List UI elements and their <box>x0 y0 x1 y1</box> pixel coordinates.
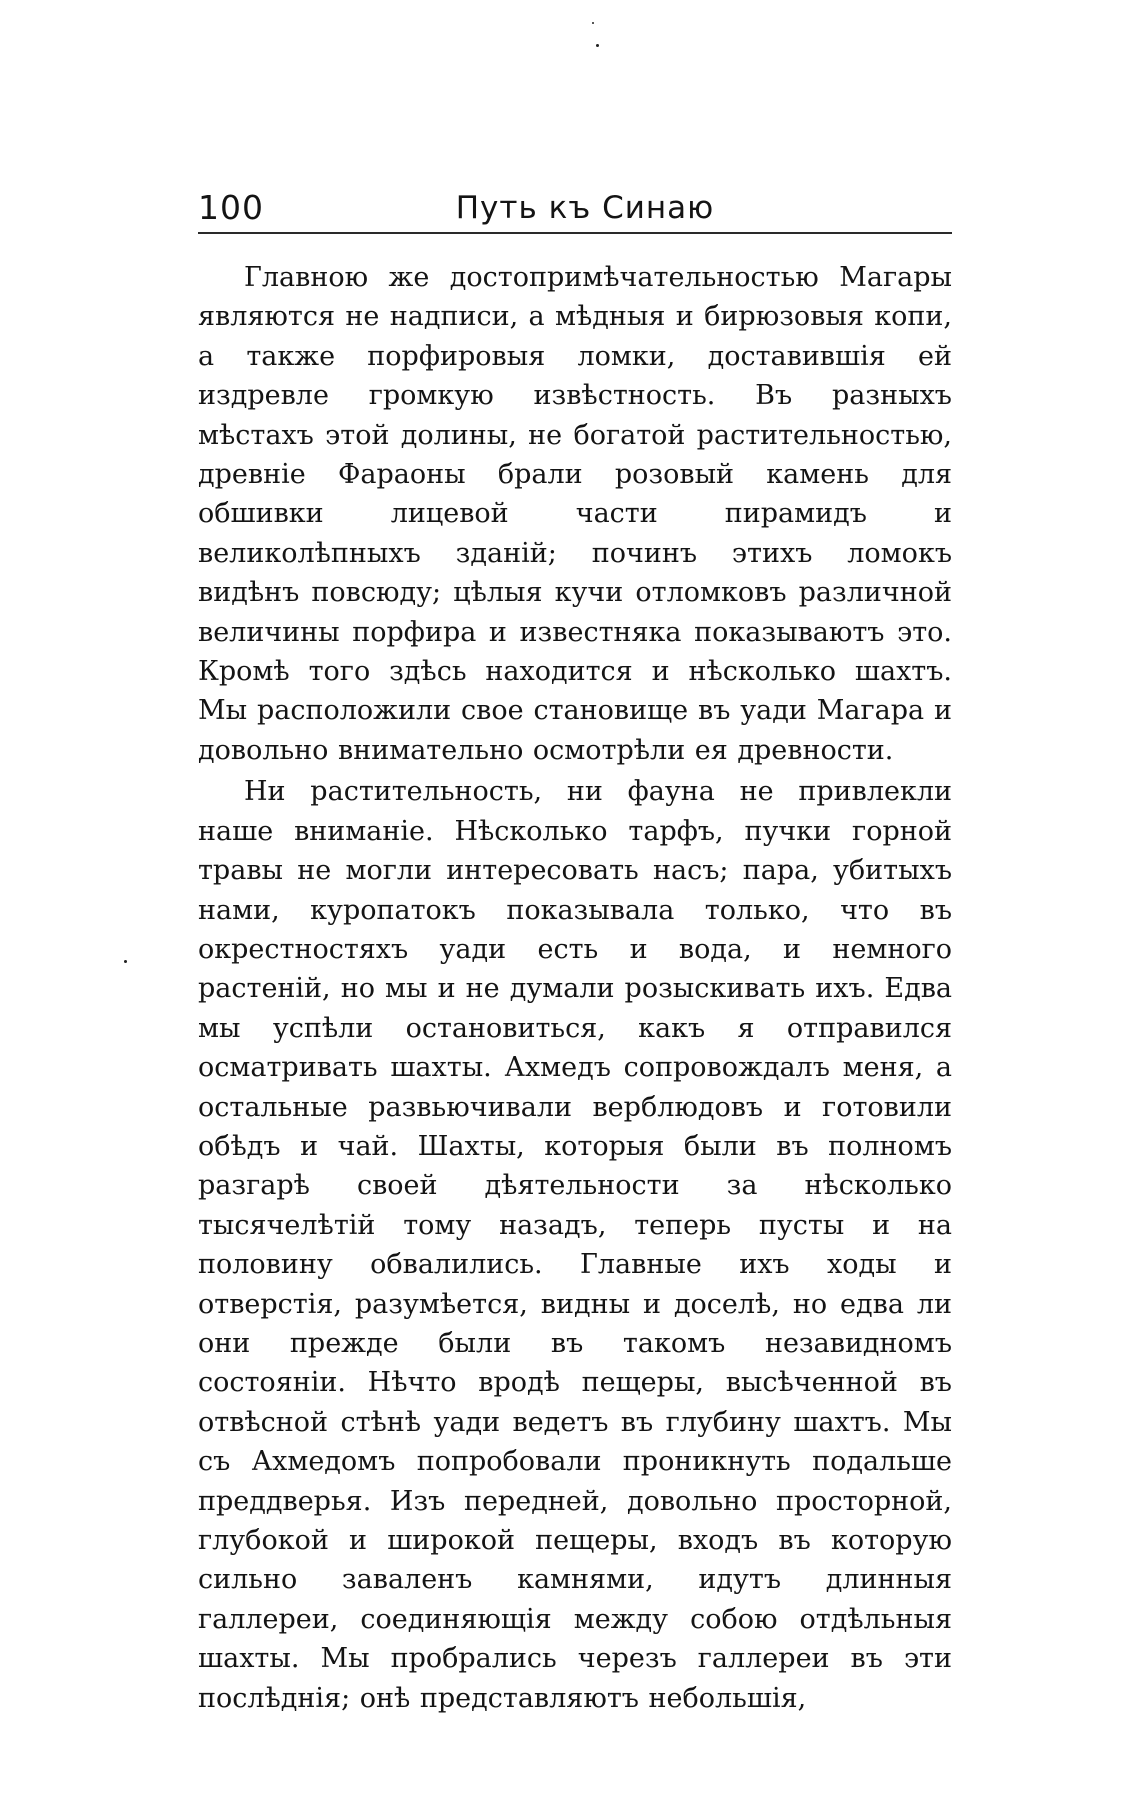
running-title: Путь къ Синаю <box>455 190 715 226</box>
page-number: 100 <box>198 188 264 227</box>
paragraph: Ни растительность, ни фауна не привлекли наше вниманіе. Нѣсколько тарфъ, пучки горной травы не могли интересовать насъ; пара, убитыхъ нами, куропатокъ показывала только, что въ окрестностяхъ уади есть и вода, и немного растеній, но мы и не думали розыскивать ихъ. Едва мы успѣли остановиться, какъ я отправился осматривать шахты. Ахмедъ сопровождалъ меня, а остальные развьючивали верблюдовъ и готовили обѣдъ и чай. Шахты, которыя были въ полномъ разгарѣ своей дѣятельности за нѣсколько тысячелѣтій тому назадъ, теперь пусты и на половину обвалились. Главные ихъ ходы и отверстія, разумѣется, видны и доселѣ, но едва ли они прежде были въ такомъ незавидномъ состояніи. Нѣчто вродѣ пещеры, высѣченной въ отвѣсной стѣнѣ уади ведетъ въ глубину шахтъ. Мы съ Ахмедомъ попробовали проникнуть подальше преддверья. Изъ передней, довольно просторной, глубокой и широкой пещеры, входъ въ которую сильно заваленъ камнями, идутъ длинныя галлереи, соединяющія между собою отдѣльныя шахты. Мы пробрались черезъ галлереи въ эти послѣднія; онѣ представляютъ небольшія, <box>198 776 952 1714</box>
scan-speck <box>596 44 599 47</box>
paragraph: Главною же достопримѣчательностью Магары являются не надписи, а мѣдныя и бирюзовыя копи, а также порфировыя ломки, доставившія ей издревле громкую извѣстность. Въ разныхъ мѣстахъ этой долины, не богатой растительностью, древніе Фараоны брали розовый камень для обшивки лицевой части пирамидъ и великолѣпныхъ зданій; починъ этихъ ломокъ видѣнъ повсюду; цѣлыя кучи отломковъ различной величины порфира и известняка показываютъ это. Кромѣ того здѣсь находится и нѣсколько шахтъ. Мы расположили свое становище въ уади Магара и довольно внимательно осмотрѣли ея древности. <box>198 262 952 766</box>
scan-speck <box>124 960 127 963</box>
scan-speck <box>592 22 594 24</box>
page-body <box>198 258 952 1718</box>
header-rule <box>198 232 952 234</box>
page-header <box>198 186 952 232</box>
